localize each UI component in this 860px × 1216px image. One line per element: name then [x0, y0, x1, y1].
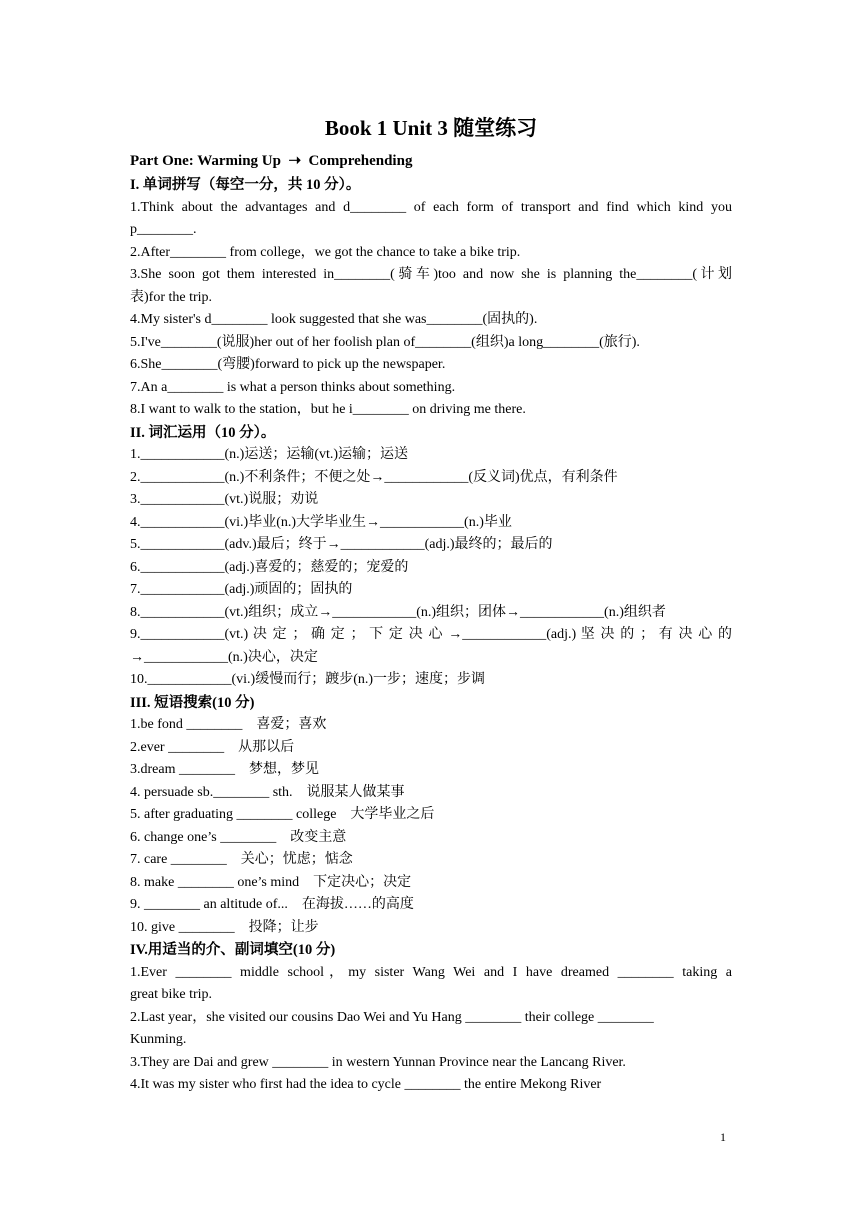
exercise-line: 7.____________(adj.)顽固的；固执的 — [130, 582, 353, 597]
exercise-line: 9. ________ an altitude of... 在海拔……的高度 — [130, 897, 414, 912]
section-vocabulary — [130, 422, 732, 692]
exercise-line: 4.____________(vi.)毕业(n.)大学毕业生→____________(n.)毕业 — [130, 514, 512, 530]
exercise-line: 2.ever ________ 从那以后 — [130, 739, 295, 755]
exercise-line: 10.____________(vi.)缓慢而行；踱步(n.)一步；速度；步调 — [130, 672, 486, 687]
exercise-line: 表)for the trip. — [130, 289, 213, 305]
section-spelling — [130, 174, 732, 422]
exercise-line: 3.She soon got them interested in________(骑车)too and now she is planning the________(计划 — [130, 267, 732, 282]
exercise-line: 9.____________(vt.) 决 定 ； 确 定 ； 下 定 决 心 →____________(adj.) 坚 决 的 ； 有 决 心 的 — [130, 627, 732, 642]
page-number: 1 — [720, 1130, 726, 1144]
part-one-heading: Part One: Warming Up ➝ Comprehending — [130, 153, 413, 169]
exercise-line: 6.____________(adj.)喜爱的；慈爱的；宠爱的 — [130, 559, 409, 575]
exercise-line: 2.Last year，she visited our cousins Dao Wei and Yu Hang ________ their college ________ — [130, 1009, 654, 1025]
exercise-line: 1.____________(n.)运送；运输(vt.)运输；运送 — [130, 447, 409, 462]
exercise-line: great bike trip. — [130, 987, 213, 1002]
exercise-line: 4.It was my sister who first had the idea to cycle ________ the entire Mekong River — [130, 1077, 602, 1092]
exercise-line: 3.They are Dai and grew ________ in western Yunnan Province near the Lancang River. — [130, 1054, 626, 1070]
worksheet-content — [130, 148, 732, 1097]
section-heading: II. 词汇运用（10 分）。 — [130, 424, 276, 441]
exercise-line: 1.be fond ________ 喜爱；喜欢 — [130, 717, 327, 732]
exercise-line: 1.Think about the advantages and d________ of each form of transport and find which kind you — [130, 199, 732, 215]
exercise-line: 3.dream ________ 梦想，梦见 — [130, 762, 319, 777]
exercise-line: 8.I want to walk to the station，but he i________ on driving me there. — [130, 402, 526, 417]
exercise-line: 3.____________(vt.)说服；劝说 — [130, 492, 319, 507]
exercise-line: 6. change one’s ________ 改变主意 — [130, 829, 347, 845]
exercise-line: →____________(n.)决心，决定 — [130, 649, 318, 665]
exercise-line: 8.____________(vt.)组织；成立→____________(n.)组织；团体→____________(n.)组织者 — [130, 604, 666, 620]
section-prepositions — [130, 939, 732, 1097]
exercise-line: p________. — [130, 222, 197, 237]
page-title: Book 1 Unit 3 随堂练习 — [324, 116, 538, 140]
exercise-line: Kunming. — [130, 1032, 187, 1047]
exercise-line: 7.An a________ is what a person thinks about something. — [130, 379, 456, 395]
exercise-line: 6.She________(弯腰)forward to pick up the newspaper. — [130, 357, 446, 372]
exercise-line: 7. care ________ 关心；忧虑；惦念 — [130, 852, 353, 867]
exercise-line: 1.Ever ________ middle school，my sister Wang Wei and I have dreamed ________ taking a — [130, 964, 732, 980]
exercise-line: 4.My sister's d________ look suggested that she was________(固执的). — [130, 312, 538, 327]
exercise-line: 4. persuade sb.________ sth. 说服某人做某事 — [130, 784, 405, 800]
section-heading: I. 单词拼写（每空一分，共 10 分）。 — [130, 177, 361, 193]
section-heading: III. 短语搜索(10 分) — [130, 694, 255, 711]
exercise-line: 5.I've________(说服)her out of her foolish plan of________(组织)a long________(旅行). — [130, 334, 640, 350]
exercise-line: 2.After________ from college，we got the chance to take a bike trip. — [130, 244, 521, 260]
exercise-line: 5.____________(adv.)最后；终于→____________(adj.)最终的；最后的 — [130, 537, 553, 552]
exercise-line: 2.____________(n.)不利条件；不便之处→____________(反义词)优点，有利条件 — [130, 469, 618, 485]
section-heading: IV.用适当的介、副词填空(10 分) — [130, 942, 336, 958]
exercise-line: 8. make ________ one’s mind 下定决心；决定 — [130, 874, 412, 890]
section-phrases — [130, 692, 732, 940]
exercise-line: 10. give ________ 投降；让步 — [130, 919, 319, 935]
exercise-line: 5. after graduating ________ college 大学毕业之后 — [130, 807, 435, 822]
